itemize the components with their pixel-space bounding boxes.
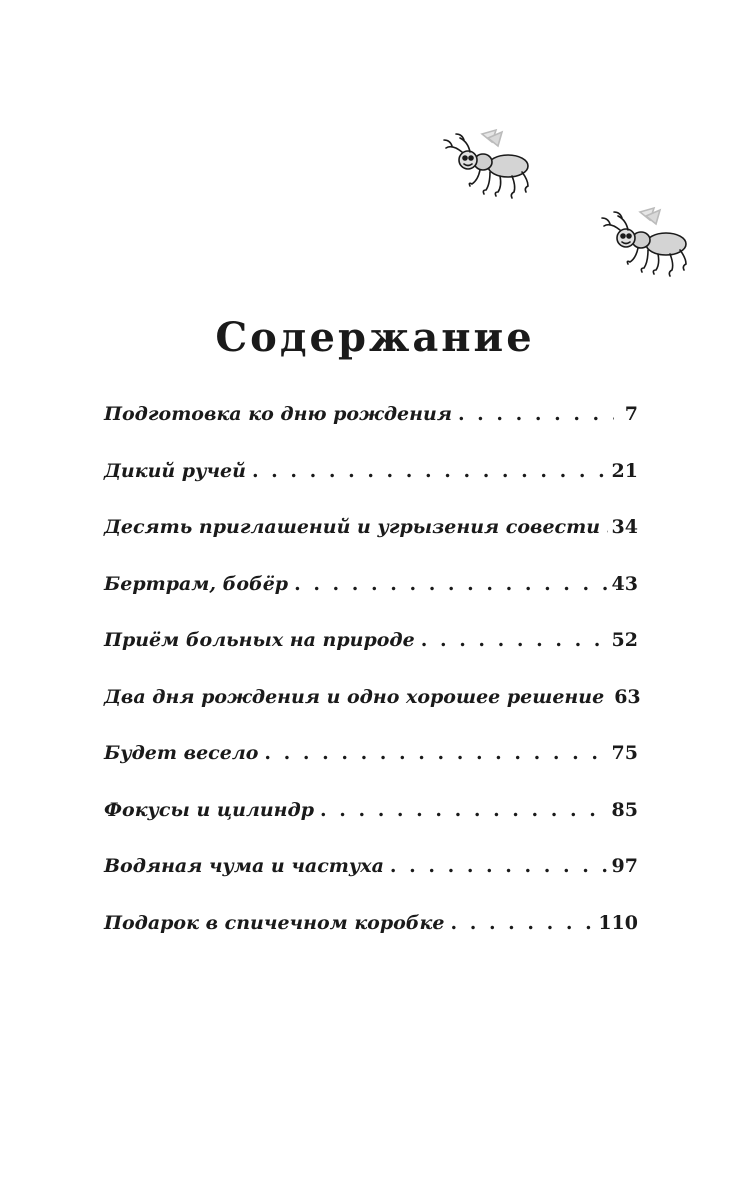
toc-dot-leader <box>458 403 614 425</box>
toc-entry <box>104 629 638 686</box>
toc-entry-title: Бертрам, бобёр <box>104 572 289 595</box>
toc-dot-leader <box>606 516 608 538</box>
toc-entry-title: Десять приглашений и угрызения совести <box>104 516 601 538</box>
toc-entry-title: Фокусы и цилиндр <box>104 798 315 821</box>
toc-entry-title: Водяная чума и частуха <box>104 855 384 877</box>
table-of-contents <box>104 403 641 968</box>
toc-entry-page: 63 <box>614 685 641 708</box>
toc-dot-leader <box>450 912 594 934</box>
toc-entry <box>104 855 638 912</box>
toc-entry-page: 52 <box>611 629 638 651</box>
toc-entry-page: 7 <box>624 403 638 425</box>
beetle-icon <box>438 128 538 200</box>
page-title: Содержание <box>215 314 535 361</box>
toc-entry-page: 85 <box>611 798 638 821</box>
toc-dot-leader <box>421 629 608 651</box>
toc-entry <box>104 573 638 630</box>
toc-entry-page: 110 <box>598 911 638 934</box>
toc-entry <box>104 742 638 799</box>
toc-dot-leader <box>252 460 608 482</box>
toc-entry-title: Два дня рождения и одно хорошее решение <box>104 685 605 708</box>
toc-entry-page: 34 <box>611 516 638 538</box>
toc-entry <box>104 460 638 517</box>
toc-entry-page: 97 <box>611 855 638 877</box>
toc-entry <box>104 799 638 856</box>
toc-dot-leader <box>390 855 608 877</box>
toc-entry-page: 43 <box>611 572 638 595</box>
toc-dot-leader <box>294 573 607 595</box>
toc-entry-title: Дикий ручей <box>104 459 246 482</box>
toc-entry <box>104 912 638 969</box>
toc-entry <box>104 685 641 743</box>
toc-entry-title: Будет весело <box>104 742 259 764</box>
toc-entry-title: Приём больных на природе <box>104 629 415 651</box>
toc-entry-page: 75 <box>611 742 638 764</box>
toc-entry <box>104 516 638 573</box>
toc-dot-leader <box>264 742 607 764</box>
toc-entry-title: Подготовка ко дню рождения <box>104 403 452 425</box>
beetle-icon <box>596 206 696 278</box>
toc-entry-page: 21 <box>611 459 638 482</box>
toc-entry <box>104 403 638 460</box>
toc-entry-title: Подарок в спичечном коробке <box>104 911 445 934</box>
toc-dot-leader <box>320 799 608 821</box>
